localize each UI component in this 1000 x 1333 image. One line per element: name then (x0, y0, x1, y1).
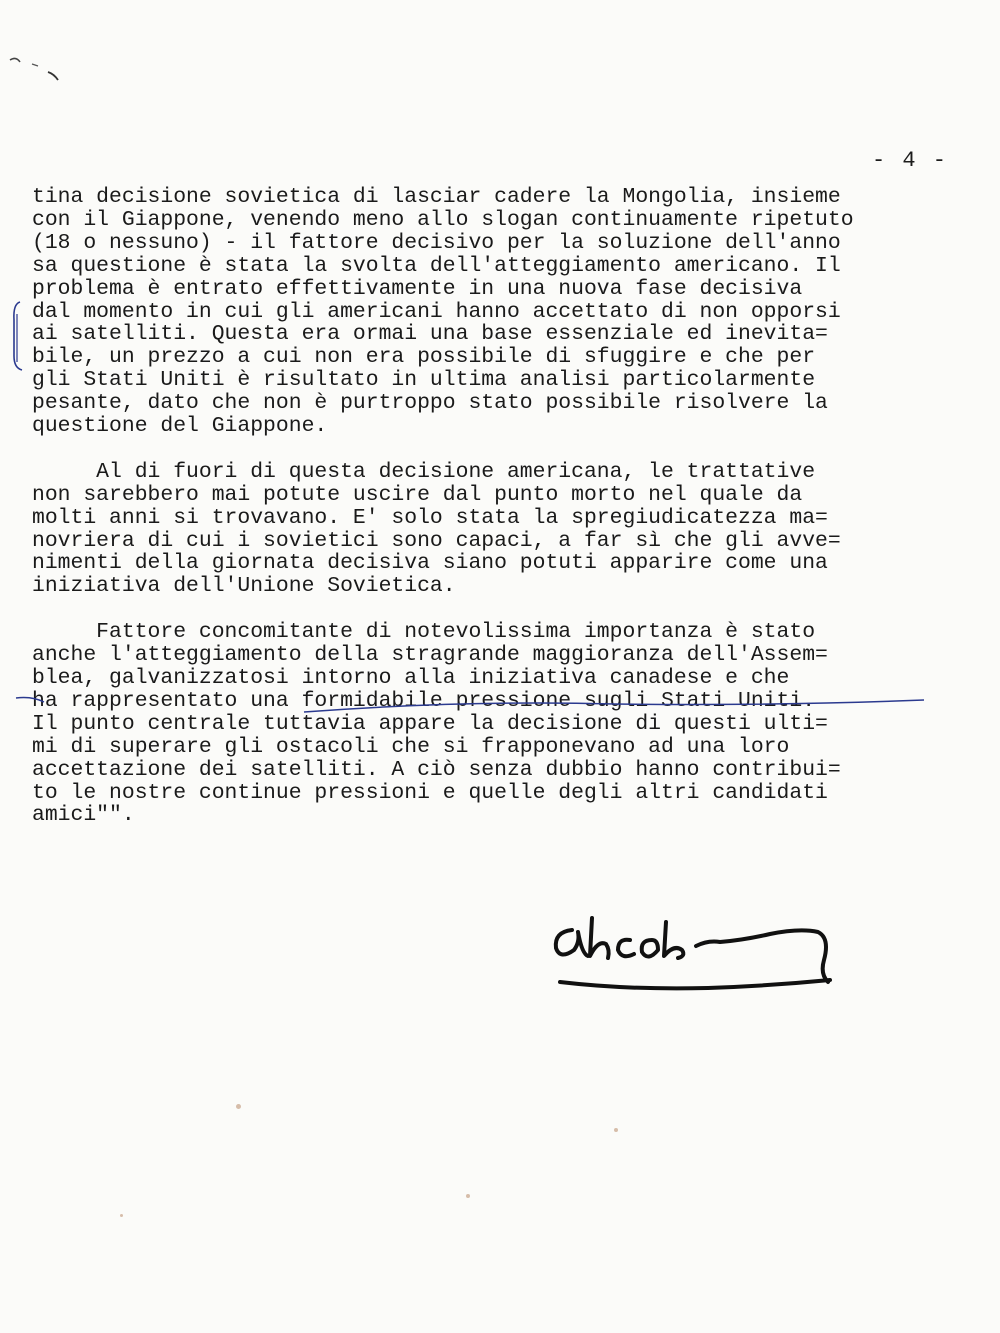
paragraph (32, 621, 972, 827)
text-line: con il Giappone, venendo meno allo slogan continuamente ripetuto (32, 207, 854, 232)
text-line: to le nostre continue pressioni e quelle degli altri candidati (32, 780, 828, 805)
corner-ink-mark (6, 50, 66, 86)
text-line: sa questione è stata la svolta dell'atteggiamento americano. Il (32, 253, 841, 278)
text-line: blea, galvanizzatosi intorno alla iniziativa canadese e che (32, 666, 790, 690)
paper-stain (120, 1214, 123, 1217)
paragraph (32, 461, 972, 598)
text-line: anche l'atteggiamento della stragrande maggioranza dell'Assem= (32, 643, 828, 668)
margin-bracket-mark (10, 300, 24, 372)
text-line: ai satelliti. Questa era ormai una base essenziale ed inevita= (32, 322, 828, 347)
text-line: amici"". (32, 803, 135, 828)
text-line: problema è entrato effettivamente in una nuova fase decisiva (32, 276, 803, 301)
paper-stain (236, 1104, 241, 1109)
text-line: gli Stati Uniti è risultato in ultima analisi particolarmente (32, 368, 816, 393)
text-line: questione del Giappone. (32, 414, 328, 439)
paper-stain (466, 1194, 470, 1198)
text-line: molti anni si trovavano. E' solo stata la spregiudicatezza ma= (32, 505, 828, 530)
text-line: bile, un prezzo a cui non era possibile di sfuggire e che per (32, 345, 816, 370)
letter-body (32, 186, 972, 827)
text-line: novriera di cui i sovietici sono capaci, a far sì che gli avve= (32, 528, 841, 553)
text-line: Il punto centrale tuttavia appare la decisione di questi ulti= (32, 711, 828, 736)
text-line: iniziativa dell'Unione Sovietica. (32, 574, 456, 599)
paper-stain (614, 1128, 618, 1132)
text-line: dal momento in cui gli americani hanno accettato di non opporsi (32, 299, 841, 324)
text-line: nimenti della giornata decisiva siano potuti apparire come una (32, 551, 828, 576)
paragraph (32, 186, 972, 438)
text-line: mi di superare gli ostacoli che si frapponevano ad una loro (32, 734, 790, 759)
handwritten-underline-mark (14, 696, 934, 718)
text-line: (18 o nessuno) - il fattore decisivo per la soluzione dell'anno (32, 230, 841, 255)
text-line: non sarebbero mai potute uscire dal punto morto nel quale da (32, 482, 803, 507)
text-line: accettazione dei satelliti. A ciò senza dubbio hanno contribui= (32, 757, 841, 782)
text-line: ha rappresentato una formidabile pressione sugli Stati Uniti. (32, 688, 816, 713)
text-line: pesante, dato che non è purtroppo stato possibile risolvere la (32, 391, 828, 416)
page-number: - 4 - (872, 148, 949, 173)
text-line: Fattore concomitante di notevolissima importanza è stato (32, 620, 816, 645)
text-line: Al di fuori di questa decisione americana, le trattative (32, 459, 816, 484)
handwritten-signature-icon (548, 910, 838, 1000)
text-line: tina decisione sovietica di lasciar cadere la Mongolia, insieme (32, 185, 841, 209)
